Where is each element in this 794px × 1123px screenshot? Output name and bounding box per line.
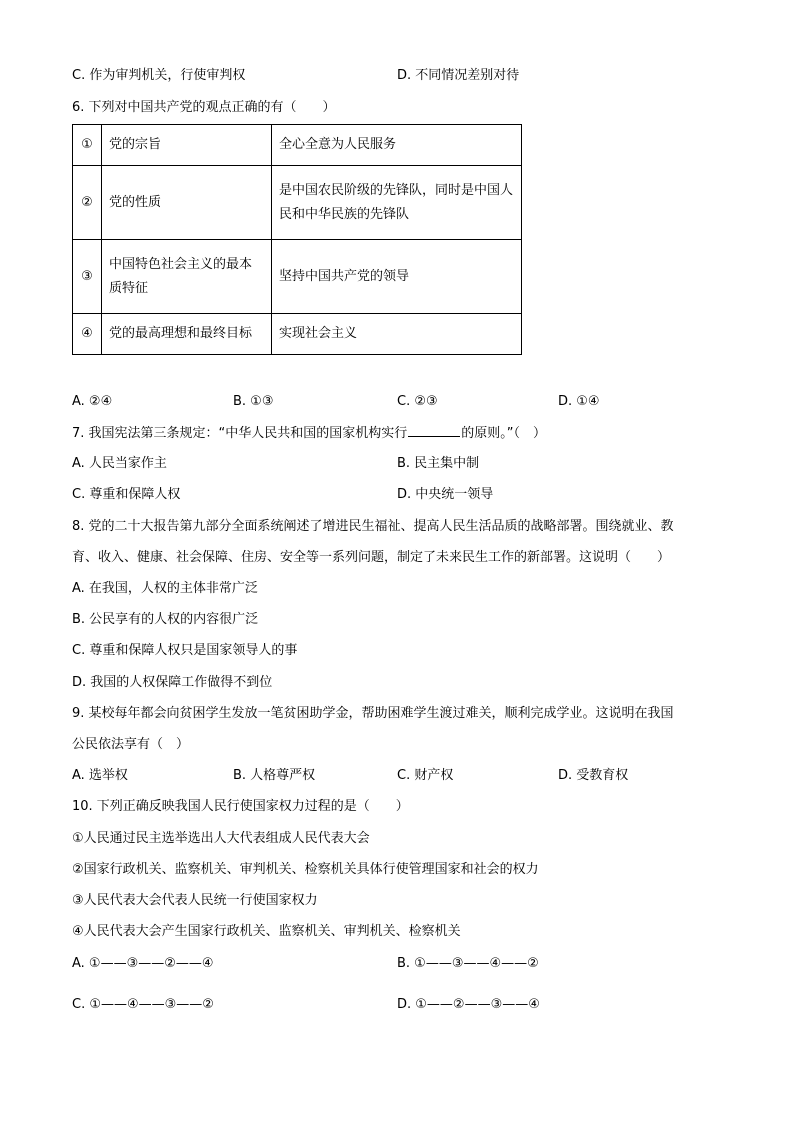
row-description: 坚持中国共产党的领导 — [272, 240, 522, 314]
q6-option-b: B. ①③ — [233, 394, 274, 409]
row-description: 实现社会主义 — [272, 314, 522, 355]
q10-stem: 10. 下列正确反映我国人民行使国家权力过程的是（ ） — [72, 799, 409, 814]
q8-option-b: B. 公民享有的人权的内容很广泛 — [72, 612, 259, 627]
row-item: 党的性质 — [102, 166, 272, 240]
table-row — [73, 314, 522, 355]
q6-option-c: C. ②③ — [397, 394, 438, 409]
q6-table — [72, 124, 522, 355]
answer-blank — [408, 424, 460, 437]
q7-option-d: D. 中央统一领导 — [397, 487, 494, 502]
q8-stem-line1: 8. 党的二十大报告第九部分全面系统阐述了增进民生福祉、提高人民生活品质的战略部署。围绕就业、教 — [72, 519, 674, 534]
row-item: 党的宗旨 — [102, 125, 272, 166]
row-number: ③ — [73, 240, 102, 314]
row-number: ① — [73, 125, 102, 166]
q10-option-b: B. ①——③——④——② — [397, 956, 539, 971]
q5-option-d: D. 不同情况差别对待 — [397, 68, 520, 83]
q10-statement-2: ②国家行政机关、监察机关、审判机关、检察机关具体行使管理国家和社会的权力 — [72, 862, 539, 877]
row-item: 中国特色社会主义的最本质特征 — [102, 240, 272, 314]
q9-option-b: B. 人格尊严权 — [233, 768, 316, 783]
row-item: 党的最高理想和最终目标 — [102, 314, 272, 355]
row-description: 是中国农民阶级的先锋队，同时是中国人民和中华民族的先锋队 — [272, 166, 522, 240]
q7-option-c: C. 尊重和保障人权 — [72, 487, 181, 502]
table-row — [73, 125, 522, 166]
q10-option-c: C. ①——④——③——② — [72, 997, 214, 1012]
q9-option-c: C. 财产权 — [397, 768, 454, 783]
row-description: 全心全意为人民服务 — [272, 125, 522, 166]
q10-statement-3: ③人民代表大会代表人民统一行使国家权力 — [72, 893, 318, 908]
q9-stem-line1: 9. 某校每年都会向贫困学生发放一笔贫困助学金，帮助困难学生渡过难关，顺利完成学业。这说明在我国 — [72, 706, 674, 721]
q7-option-b: B. 民主集中制 — [397, 456, 480, 471]
row-number: ④ — [73, 314, 102, 355]
q6-option-a: A. ②④ — [72, 394, 113, 409]
q6-stem: 6. 下列对中国共产党的观点正确的有（ ） — [72, 100, 336, 115]
q7-stem-after: 的原则。”（ ） — [461, 426, 547, 441]
q9-stem-line2: 公民依法享有（ ） — [72, 737, 190, 752]
table-row — [73, 166, 522, 240]
q8-option-c: C. 尊重和保障人权只是国家领导人的事 — [72, 643, 298, 658]
q6-option-d: D. ①④ — [558, 394, 600, 409]
q10-option-d: D. ①——②——③——④ — [397, 997, 540, 1012]
table-row — [73, 240, 522, 314]
q10-statement-1: ①人民通过民主选举选出人大代表组成人民代表大会 — [72, 831, 370, 846]
q9-option-d: D. 受教育权 — [558, 768, 629, 783]
q8-option-d: D. 我国的人权保障工作做得不到位 — [72, 675, 273, 690]
q7-option-a: A. 人民当家作主 — [72, 456, 167, 471]
q10-option-a: A. ①——③——②——④ — [72, 956, 214, 971]
q5-option-c: C. 作为审判机关，行使审判权 — [72, 68, 246, 83]
q10-statement-4: ④人民代表大会产生国家行政机关、监察机关、审判机关、检察机关 — [72, 924, 461, 939]
q8-option-a: A. 在我国，人权的主体非常广泛 — [72, 581, 258, 596]
row-number: ② — [73, 166, 102, 240]
q7-stem-before: 7. 我国宪法第三条规定：“中华人民共和国的国家机构实行 — [72, 426, 408, 441]
q8-stem-line2: 育、收入、健康、社会保障、住房、安全等一系列问题，制定了未来民生工作的新部署。这说明（ ） — [72, 550, 671, 565]
q7-stem — [72, 424, 546, 443]
q9-option-a: A. 选举权 — [72, 768, 128, 783]
